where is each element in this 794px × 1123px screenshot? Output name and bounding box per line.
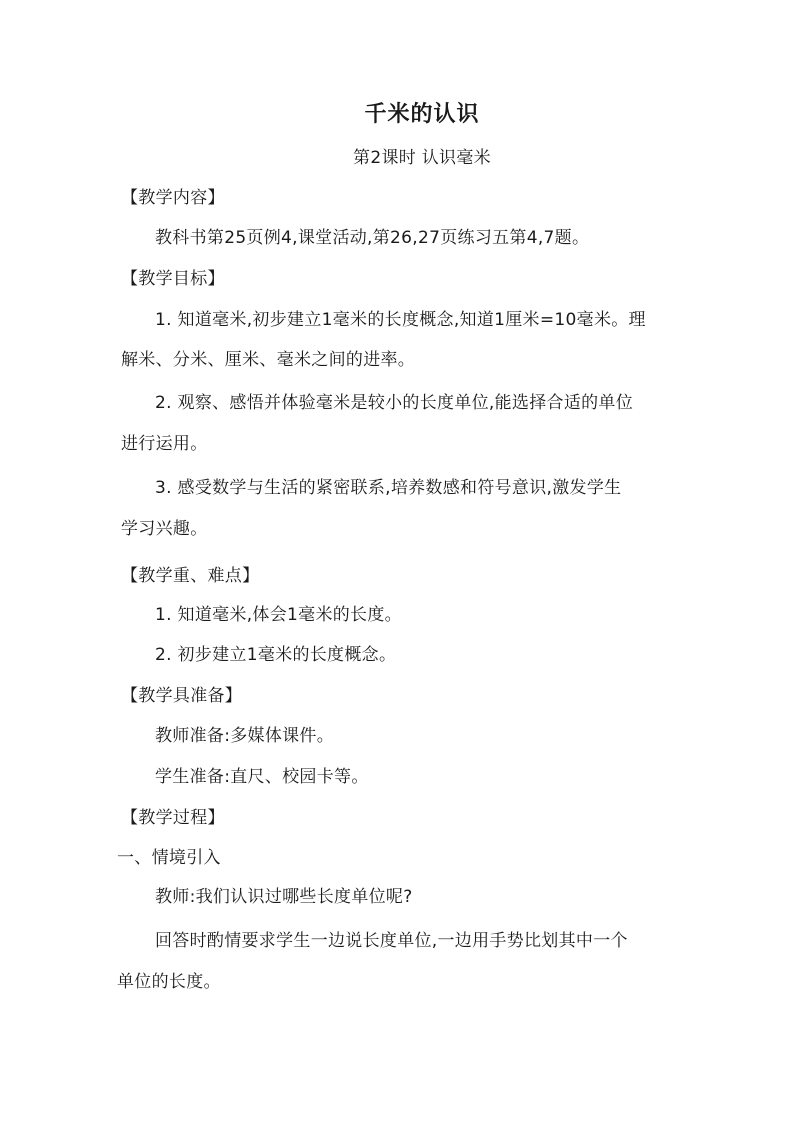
content-text: 教科书第25页例4,课堂活动,第26,27页练习五第4,7题。 xyxy=(155,228,590,248)
document-title: 千米的认识 xyxy=(364,102,480,127)
goal-1-line-2: 解米、分米、厘米、毫米之间的进率。 xyxy=(121,350,416,370)
prep-student: 学生准备:直尺、校园卡等。 xyxy=(155,767,369,787)
process-teacher-question: 教师:我们认识过哪些长度单位呢? xyxy=(155,887,413,907)
goal-2-line-2: 进行运用。 xyxy=(121,434,208,454)
goal-3-line-1: 3. 感受数学与生活的紧密联系,培养数感和符号意识,激发学生 xyxy=(155,478,622,498)
key-point-2: 2. 初步建立1毫米的长度概念。 xyxy=(155,645,397,665)
section-heading-preparation: 【教学具准备】 xyxy=(121,686,243,706)
key-point-1: 1. 知道毫米,体会1毫米的长度。 xyxy=(155,605,402,625)
prep-teacher: 教师准备:多媒体课件。 xyxy=(155,726,335,746)
process-note-line-1: 回答时酌情要求学生一边说长度单位,一边用手势比划其中一个 xyxy=(155,931,628,951)
process-note-line-2: 单位的长度。 xyxy=(117,972,221,992)
process-part-1: 一、情境引入 xyxy=(117,848,221,868)
section-heading-key-points: 【教学重、难点】 xyxy=(121,566,260,586)
section-heading-content: 【教学内容】 xyxy=(121,188,225,208)
section-heading-goals: 【教学目标】 xyxy=(121,269,225,289)
goal-3-line-2: 学习兴趣。 xyxy=(121,519,208,539)
lesson-subtitle: 第2课时 认识毫米 xyxy=(353,148,491,168)
goal-2-line-1: 2. 观察、感悟并体验毫米是较小的长度单位,能选择合适的单位 xyxy=(155,393,634,413)
goal-1-line-1: 1. 知道毫米,初步建立1毫米的长度概念,知道1厘米=10毫米。理 xyxy=(155,310,646,330)
section-heading-process: 【教学过程】 xyxy=(121,808,225,828)
